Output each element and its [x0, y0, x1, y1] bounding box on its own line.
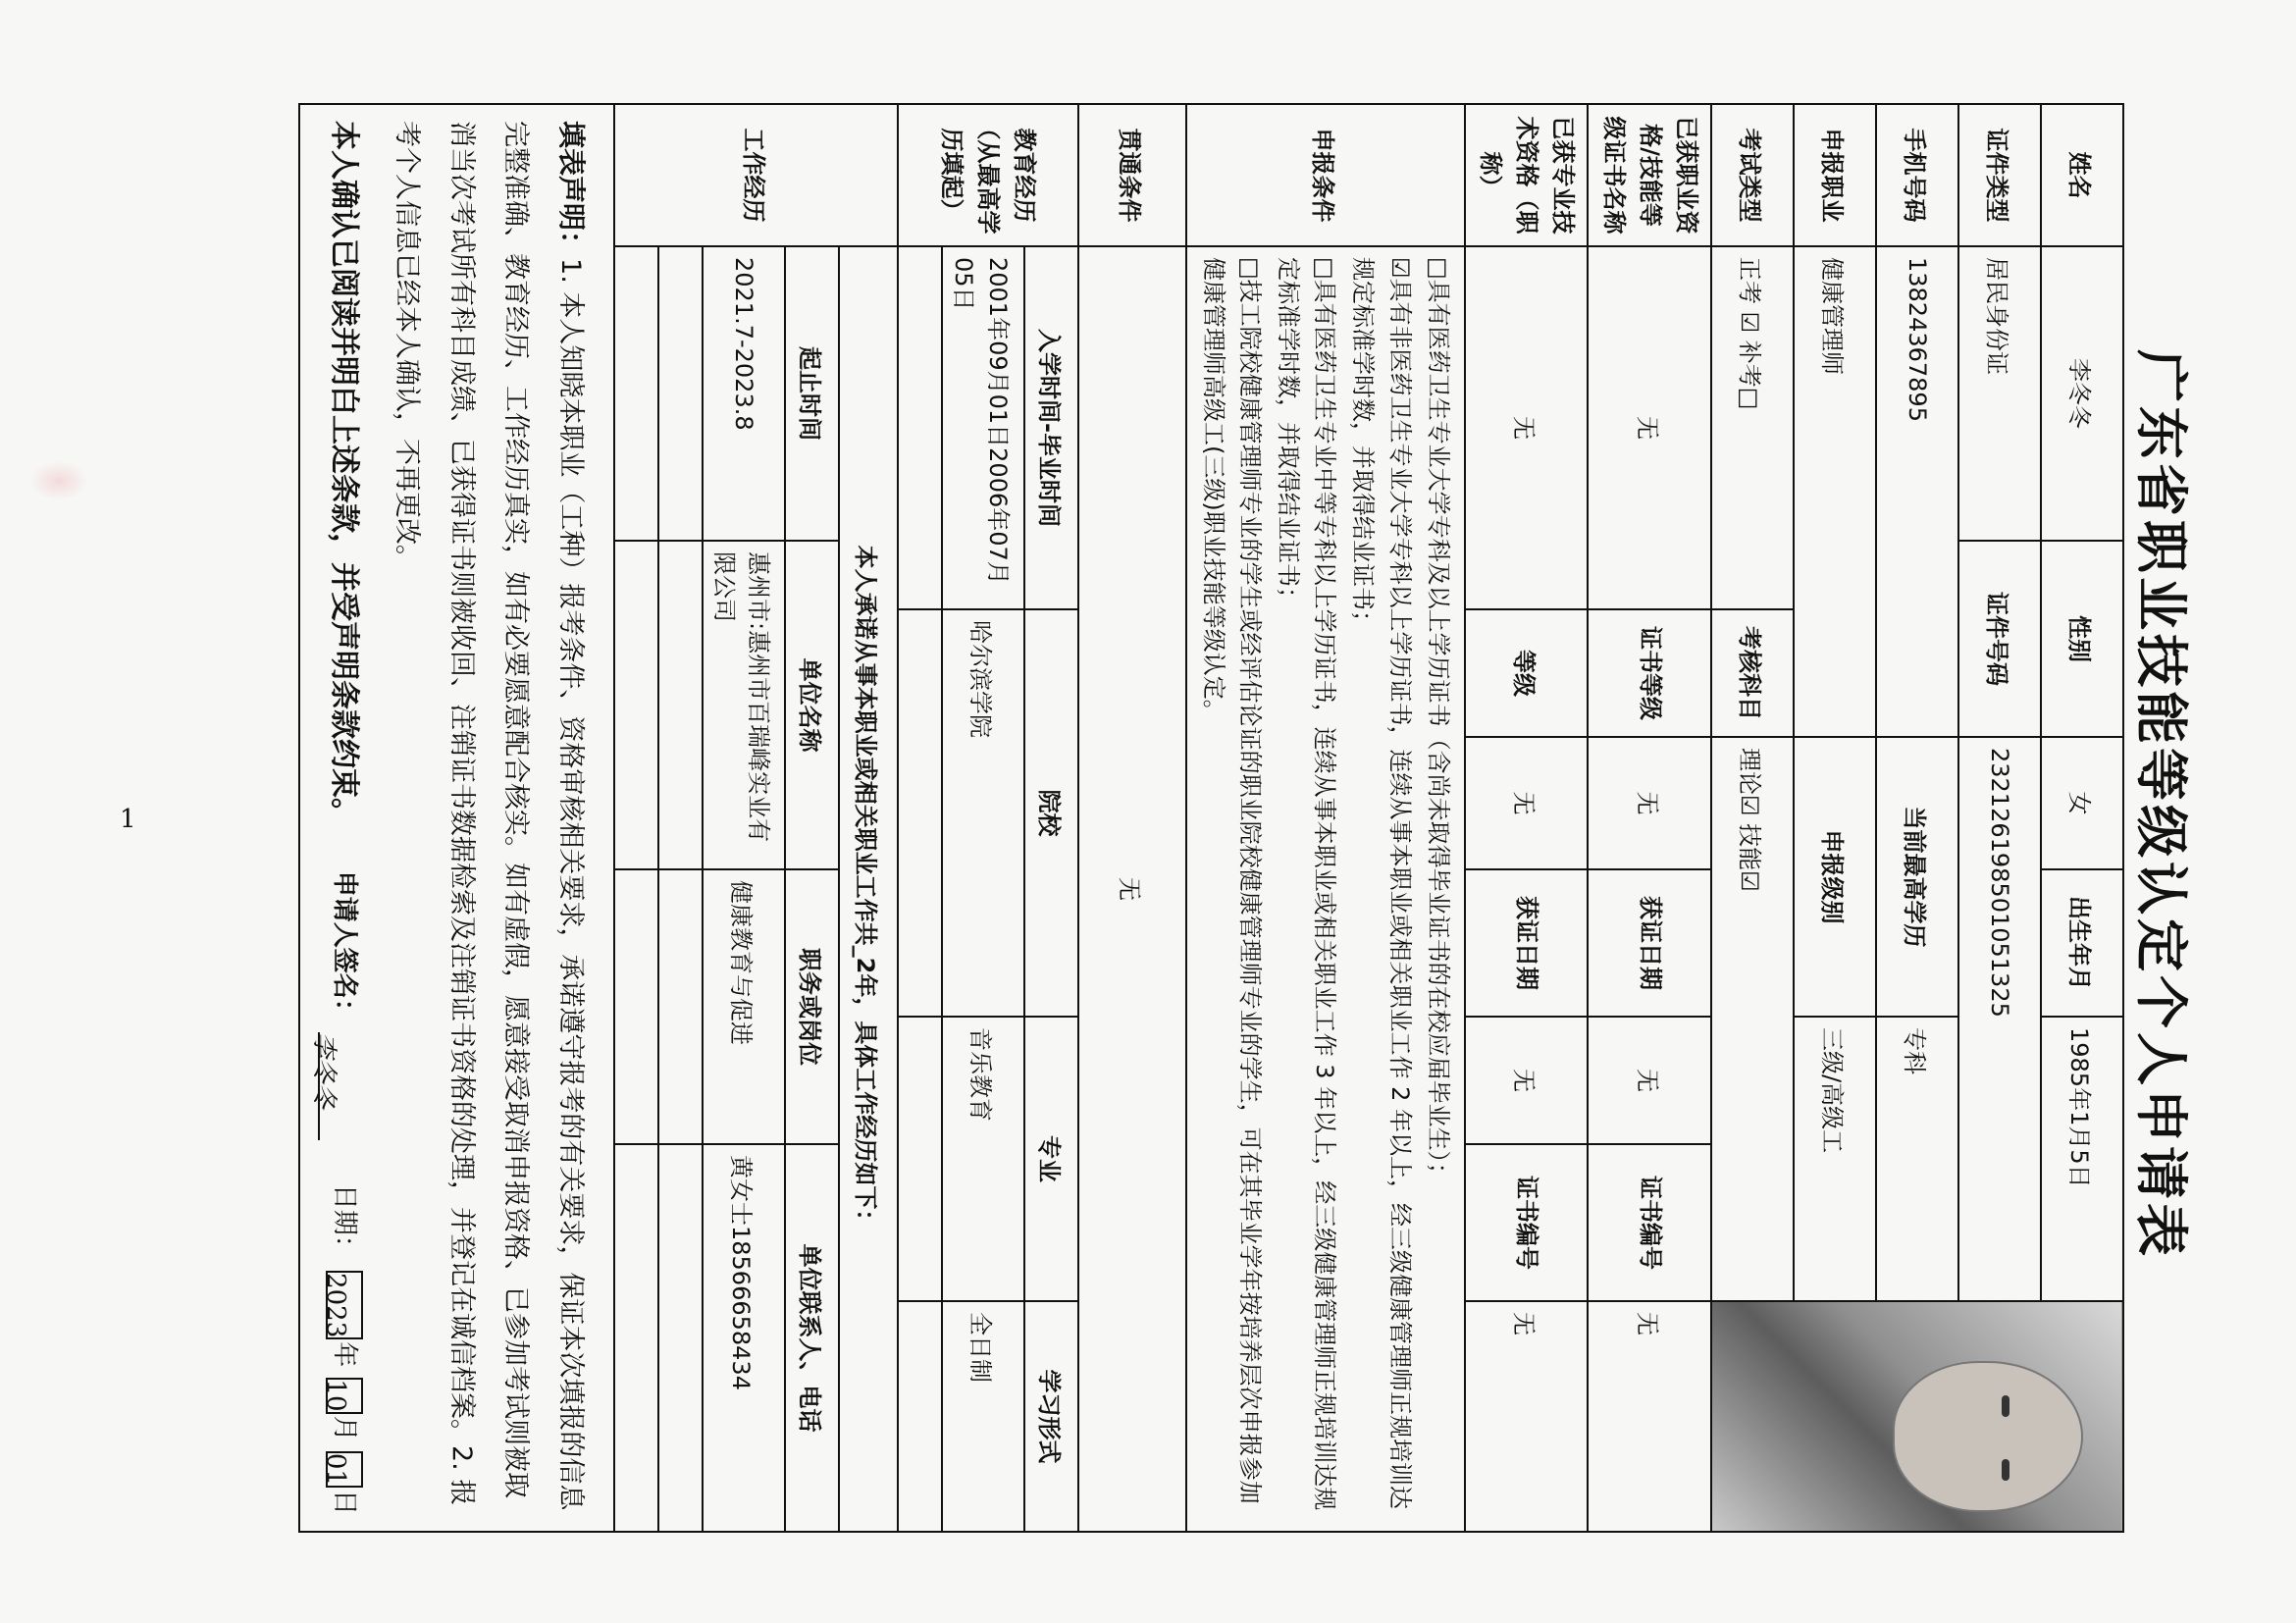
header-major: 专业	[1024, 1017, 1078, 1301]
label-education: 当前最高学历	[1876, 737, 1958, 1017]
value-cert-qual-no: 无	[1588, 1301, 1711, 1532]
value-id-number: 232126198501051325	[1958, 737, 2041, 1301]
work-commitment: 本人承诺从事本职业或相关职业工作共_2年，具体工作经历如下：	[839, 246, 898, 1532]
value-cert-title-date: 无	[1465, 1017, 1589, 1144]
label-title-date: 获证日期	[1465, 869, 1589, 1017]
conditions-list	[1186, 246, 1465, 1532]
value-phone: 13824367895	[1876, 246, 1958, 737]
edu-empty-cell	[898, 1301, 942, 1532]
declaration-text: 1. 本人知晓本职业（工种）报考条件、资格审核相关要求，承诺遵守报考的有关要求，保证本次填报的信息完整准确、教育经历、工作经历真实，如有必要愿意配合核实。如有虚假，愿意接受取消申报资格、已参加考试则被取消当次考试所有科目成绩、已获得证书则被收回、注销证书数据检索及注销证书资格的处理，并登记在诚信档案。2. 报考个人信息已经本人确认，不再更改。	[391, 121, 586, 1511]
label-exam-subject: 考核科目	[1711, 609, 1794, 737]
value-exam-type: 正考 ☑ 补考□	[1711, 246, 1794, 609]
value-cert-qual-grade: 无	[1588, 737, 1711, 869]
edu-empty-cell	[898, 246, 942, 609]
condition-item[interactable]: ☑具有非医药卫生专业大学专科以上学历证书，连续从事本职业或相关职业工作 2 年以上，经三级健康管理师正规培训达规定标准学时数，并取得结业证书；	[1349, 257, 1414, 1510]
value-cert-qual-date: 无	[1588, 1017, 1711, 1144]
work-empty-cell	[658, 1144, 703, 1532]
edu-major-cell: 音乐教育	[942, 1017, 1024, 1301]
label-title-grade: 等级	[1465, 609, 1589, 737]
day-unit: 日	[330, 1489, 360, 1515]
edu-empty-cell	[898, 609, 942, 1017]
declaration-block	[299, 104, 614, 1532]
work-empty-cell	[614, 541, 658, 869]
header-company: 单位名称	[785, 541, 839, 869]
value-cert-qual-name: 无	[1588, 246, 1711, 609]
edu-school-cell: 哈尔滨学院	[942, 609, 1024, 1017]
label-occupation: 申报职业	[1794, 104, 1876, 246]
label-cert-grade: 证书等级	[1588, 609, 1711, 737]
label-birth: 出生年月	[2041, 869, 2123, 1017]
label-cert-title: 已获专业技术资格（职称）	[1465, 104, 1589, 246]
work-company-cell: 惠州市:惠州市百瑞峰实业有限公司	[703, 541, 785, 869]
label-cert-date: 获证日期	[1588, 869, 1711, 1017]
label-level: 申报级别	[1794, 737, 1876, 1017]
value-exam-subject: 理论☑ 技能☑	[1711, 737, 1794, 1301]
signature[interactable]: 李冬冬	[318, 1032, 349, 1140]
work-time-cell: 2021.7-2023.8	[703, 246, 785, 541]
label-through: 贯通条件	[1078, 104, 1186, 246]
header-position: 职务或岗位	[785, 869, 839, 1144]
header-school: 院校	[1024, 609, 1078, 1017]
condition-item[interactable]: □技工院校健康管理师专业的学生或经评估论证的职业院校健康管理师专业的学生，可在其毕业学年按培养层次申报参加健康管理师高级工(三级)职业技能等级认定。	[1199, 257, 1264, 1504]
label-cert-qual: 已获职业资格/技能等级证书名称	[1588, 104, 1711, 246]
value-cert-title-name: 无	[1465, 246, 1589, 609]
work-empty-cell	[658, 869, 703, 1144]
year-unit: 年	[330, 1341, 360, 1368]
header-work-time: 起止时间	[785, 246, 839, 541]
date-month[interactable]: 10	[326, 1378, 363, 1414]
label-gender: 性别	[2041, 541, 2123, 737]
application-form-sheet	[29, 20, 2227, 1590]
label-exam-type: 考试类型	[1711, 104, 1794, 246]
edu-time-cell: 2001年09月01日2006年07月05日	[942, 246, 1024, 609]
work-empty-cell	[614, 1144, 658, 1532]
photo-eye	[2002, 1459, 2009, 1481]
condition-item[interactable]: □具有医药卫生专业大学专科及以上学历证书（含尚未取得毕业证书的在校应届毕业生）；	[1424, 257, 1452, 1186]
sign-label: 申请人签名：	[330, 870, 360, 1024]
value-birth: 1985年1月5日	[2041, 1017, 2123, 1301]
work-empty-cell	[614, 246, 658, 541]
month-unit: 月	[330, 1415, 360, 1441]
value-cert-title-no: 无	[1465, 1301, 1589, 1532]
value-gender: 女	[2041, 737, 2123, 869]
label-id-number: 证件号码	[1958, 541, 2041, 737]
date-year[interactable]: 2023	[326, 1271, 363, 1339]
label-conditions: 申报条件	[1186, 104, 1465, 246]
value-education: 专科	[1876, 1017, 1958, 1301]
value-name: 李冬冬	[2041, 246, 2123, 541]
label-title-no: 证书编号	[1465, 1144, 1589, 1301]
form-title: 广东省职业技能等级认定个人申请表	[2130, 349, 2192, 1260]
value-level: 三级/高级工	[1794, 1017, 1876, 1301]
work-position-cell: 健康教育与促进	[703, 869, 785, 1144]
applicant-photo	[1711, 1301, 2123, 1532]
value-through: 无	[1078, 246, 1186, 1532]
work-empty-cell	[614, 869, 658, 1144]
work-contact-cell: 黄女士18566658434	[703, 1144, 785, 1532]
header-contact: 单位联系人、电话	[785, 1144, 839, 1532]
label-id-type: 证件类型	[1958, 104, 2041, 246]
value-occupation: 健康管理师	[1794, 246, 1876, 737]
signature-row	[308, 121, 375, 1515]
work-empty-cell	[658, 246, 703, 541]
condition-item[interactable]: □具有医药卫生专业中等专科以上学历证书，连续从事本职业或相关职业工作 3 年以上，经三级健康管理师正规培训达规定标准学时数，并取得结业证书；	[1275, 257, 1339, 1511]
label-phone: 手机号码	[1876, 104, 1958, 246]
value-id-type: 居民身份证	[1958, 246, 2041, 541]
header-study-form: 学习形式	[1024, 1301, 1078, 1532]
photo-eye	[2002, 1395, 2009, 1417]
page-number: 1	[120, 805, 136, 834]
label-name: 姓名	[2041, 104, 2123, 246]
application-form-table	[298, 103, 2124, 1533]
label-cert-no: 证书编号	[1588, 1144, 1711, 1301]
edu-form-cell: 全日制	[942, 1301, 1024, 1532]
header-edu-time: 入学时间-毕业时间	[1024, 246, 1078, 609]
date-label: 日期：	[330, 1183, 360, 1261]
label-work-history: 工作经历	[614, 104, 898, 246]
value-cert-title-grade: 无	[1465, 737, 1589, 869]
declaration-heading: 填表声明：	[554, 121, 588, 259]
declaration-confirm: 本人确认已阅读并明白上述条款，并受声明条款约束。	[327, 121, 362, 827]
date-day[interactable]: 01	[326, 1451, 363, 1488]
photo-face	[1893, 1361, 2083, 1512]
label-edu-history: 教育经历（从最高学历填起）	[898, 104, 1078, 246]
work-empty-cell	[658, 541, 703, 869]
edu-empty-cell	[898, 1017, 942, 1301]
